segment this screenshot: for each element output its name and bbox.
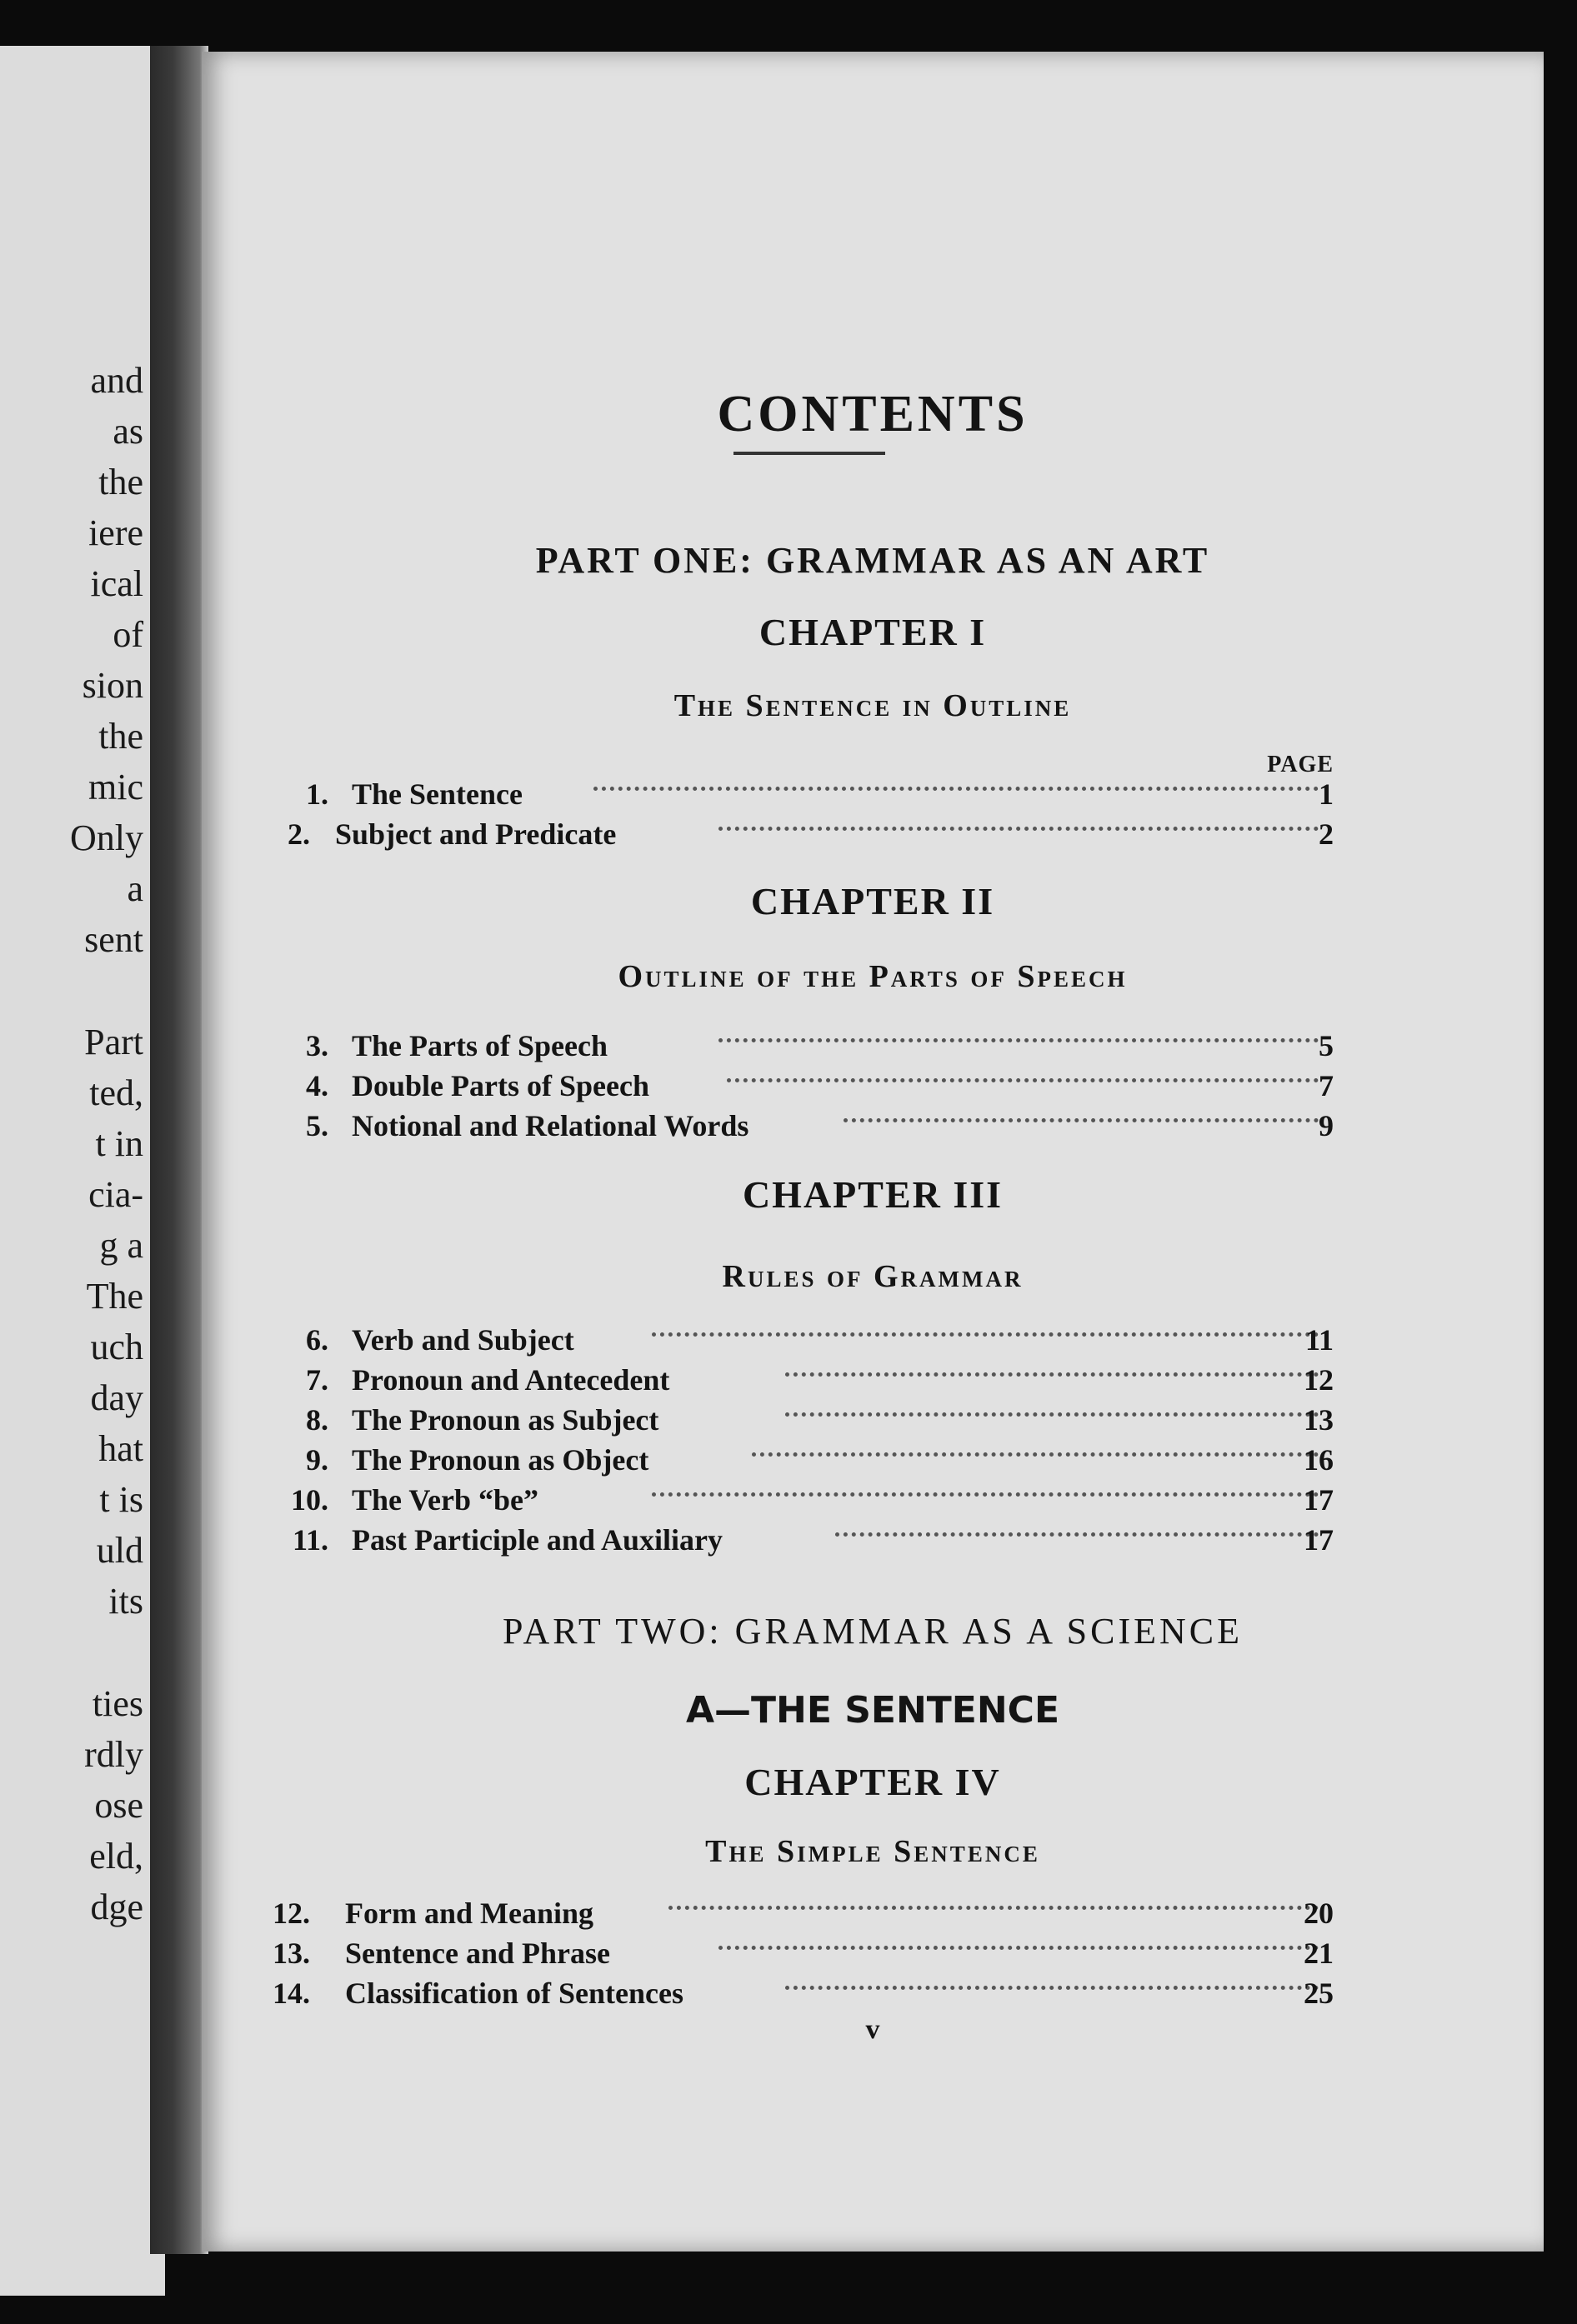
- entry-number: 13.: [273, 1937, 310, 1970]
- part-two-title: PART TWO: GRAMMAR AS A SCIENCE: [503, 1611, 1243, 1652]
- entry-page: 7: [1319, 1069, 1334, 1102]
- toc-entry[interactable]: [202, 1482, 1544, 1521]
- left-page-line: g a: [99, 1225, 143, 1266]
- left-page-line: the: [98, 716, 143, 757]
- entry-title: Form and Meaning: [345, 1897, 594, 1930]
- left-page-line: its: [108, 1581, 143, 1622]
- left-page-line: iere: [88, 512, 143, 553]
- left-page-line: Part: [84, 1022, 143, 1062]
- dot-leader: [718, 1038, 1319, 1042]
- chapter-1-title: The Sentence in Outline: [673, 688, 1072, 723]
- chapter-1-heading: CHAPTER I: [758, 611, 987, 653]
- entry-page: 21: [1304, 1937, 1334, 1970]
- entry-number: 8.: [306, 1403, 328, 1437]
- entry-title: The Pronoun as Subject: [352, 1403, 659, 1437]
- entry-page: 20: [1304, 1897, 1334, 1930]
- toc-entry[interactable]: [202, 1896, 1544, 1934]
- left-page-line: ical: [90, 563, 143, 604]
- entry-number: 12.: [273, 1897, 310, 1930]
- dot-leader: [727, 1078, 1319, 1082]
- entry-page: 9: [1319, 1109, 1334, 1142]
- entry-number: 4.: [306, 1069, 328, 1102]
- entry-title: Classification of Sentences: [345, 1977, 683, 2010]
- entry-number: 6.: [306, 1323, 328, 1357]
- dot-leader: [835, 1532, 1319, 1537]
- left-page-line: t is: [99, 1479, 143, 1520]
- page-column-label: PAGE: [1267, 752, 1334, 777]
- toc-entry[interactable]: [202, 1936, 1544, 1974]
- entry-page: 16: [1304, 1443, 1334, 1477]
- left-page-line: dge: [90, 1887, 143, 1927]
- entry-number: 1.: [306, 777, 328, 811]
- entry-title: Verb and Subject: [352, 1323, 574, 1357]
- entry-title: Pronoun and Antecedent: [352, 1363, 670, 1397]
- entry-number: 11.: [292, 1523, 328, 1557]
- left-page-line: the: [98, 462, 143, 502]
- contents-page: [202, 52, 1544, 2252]
- left-page-line: ted,: [89, 1072, 143, 1113]
- left-page-line: sion: [82, 665, 143, 706]
- left-page: [0, 46, 165, 2296]
- toc-entry[interactable]: [202, 817, 1544, 855]
- left-page-line: uch: [90, 1327, 143, 1367]
- left-page-line: hat: [98, 1428, 143, 1469]
- left-page-line: t in: [95, 1123, 143, 1164]
- part-one-title: PART ONE: GRAMMAR AS AN ART: [535, 540, 1210, 581]
- page-title: CONTENTS: [717, 386, 1029, 442]
- left-page-line: uld: [96, 1530, 143, 1571]
- toc-entry[interactable]: [202, 1362, 1544, 1401]
- left-page-line: a: [127, 868, 143, 909]
- dot-leader: [785, 1372, 1319, 1377]
- dot-leader: [652, 1492, 1319, 1497]
- toc-entry[interactable]: [202, 1402, 1544, 1441]
- entry-page: 1: [1319, 777, 1334, 811]
- left-page-line: The: [86, 1276, 143, 1317]
- entry-number: 9.: [306, 1443, 328, 1477]
- entry-title: Sentence and Phrase: [345, 1937, 610, 1970]
- left-page-line: Only: [70, 817, 143, 858]
- dot-leader: [593, 787, 1319, 791]
- dot-leader: [652, 1332, 1319, 1337]
- entry-page: 25: [1304, 1977, 1334, 2010]
- left-page-line: and: [90, 360, 143, 401]
- entry-page: 13: [1304, 1403, 1334, 1437]
- left-page-line: mic: [88, 767, 143, 807]
- toc-entry[interactable]: [202, 1108, 1544, 1147]
- entry-page: 12: [1304, 1363, 1334, 1397]
- entry-number: 3.: [306, 1029, 328, 1062]
- left-page-line: of: [113, 614, 143, 655]
- left-page-line: sent: [84, 919, 143, 960]
- chapter-3-title: Rules of Grammar: [722, 1259, 1024, 1294]
- left-page-line: day: [90, 1377, 143, 1418]
- left-page-line: eld,: [89, 1836, 143, 1877]
- entry-title: The Pronoun as Object: [352, 1443, 649, 1477]
- toc-entry[interactable]: [202, 1442, 1544, 1481]
- book-gutter: [150, 46, 208, 2254]
- toc-entry[interactable]: [202, 1322, 1544, 1361]
- entry-page: 17: [1304, 1523, 1334, 1557]
- toc-entry[interactable]: [202, 777, 1544, 815]
- entry-title: Double Parts of Speech: [352, 1069, 649, 1102]
- entry-page: 17: [1304, 1483, 1334, 1517]
- toc-entry[interactable]: [202, 1522, 1544, 1561]
- left-page-line: ties: [92, 1683, 143, 1724]
- entry-page: 11: [1304, 1323, 1334, 1357]
- entry-title: The Verb “be”: [352, 1483, 539, 1517]
- page-folio: v: [865, 2014, 880, 2045]
- entry-title: The Parts of Speech: [352, 1029, 608, 1062]
- toc-entry[interactable]: [202, 1028, 1544, 1067]
- title-rule: [733, 452, 885, 455]
- toc-entry[interactable]: [202, 1068, 1544, 1107]
- chapter-2-heading: CHAPTER II: [750, 880, 995, 922]
- entry-title: Notional and Relational Words: [352, 1109, 749, 1142]
- entry-page: 5: [1319, 1029, 1334, 1062]
- left-page-line: as: [113, 411, 143, 452]
- left-page-line: ose: [94, 1785, 143, 1826]
- entry-number: 10.: [291, 1483, 328, 1517]
- entry-title: The Sentence: [352, 777, 523, 811]
- dot-leader: [668, 1906, 1319, 1910]
- chapter-4-title: The Simple Sentence: [705, 1834, 1040, 1869]
- left-page-line: rdly: [84, 1734, 143, 1775]
- entry-number: 7.: [306, 1363, 328, 1397]
- part-two-subtitle: A—THE SENTENCE: [685, 1689, 1060, 1732]
- entry-title: Past Participle and Auxiliary: [352, 1523, 723, 1557]
- toc-entry[interactable]: [202, 1976, 1544, 2014]
- entry-number: 2.: [288, 817, 310, 851]
- dot-leader: [785, 1986, 1319, 1990]
- left-page-line: cia-: [88, 1174, 143, 1215]
- dot-leader: [752, 1452, 1319, 1457]
- dot-leader: [718, 827, 1319, 831]
- entry-number: 5.: [306, 1109, 328, 1142]
- entry-number: 14.: [273, 1977, 310, 2010]
- dot-leader: [844, 1118, 1319, 1122]
- dot-leader: [785, 1412, 1319, 1417]
- entry-page: 2: [1319, 817, 1334, 851]
- chapter-2-title: Outline of the Parts of Speech: [618, 959, 1128, 994]
- chapter-4-heading: CHAPTER IV: [744, 1761, 1001, 1803]
- chapter-3-heading: CHAPTER III: [742, 1173, 1004, 1216]
- dot-leader: [718, 1946, 1319, 1950]
- entry-title: Subject and Predicate: [335, 817, 617, 851]
